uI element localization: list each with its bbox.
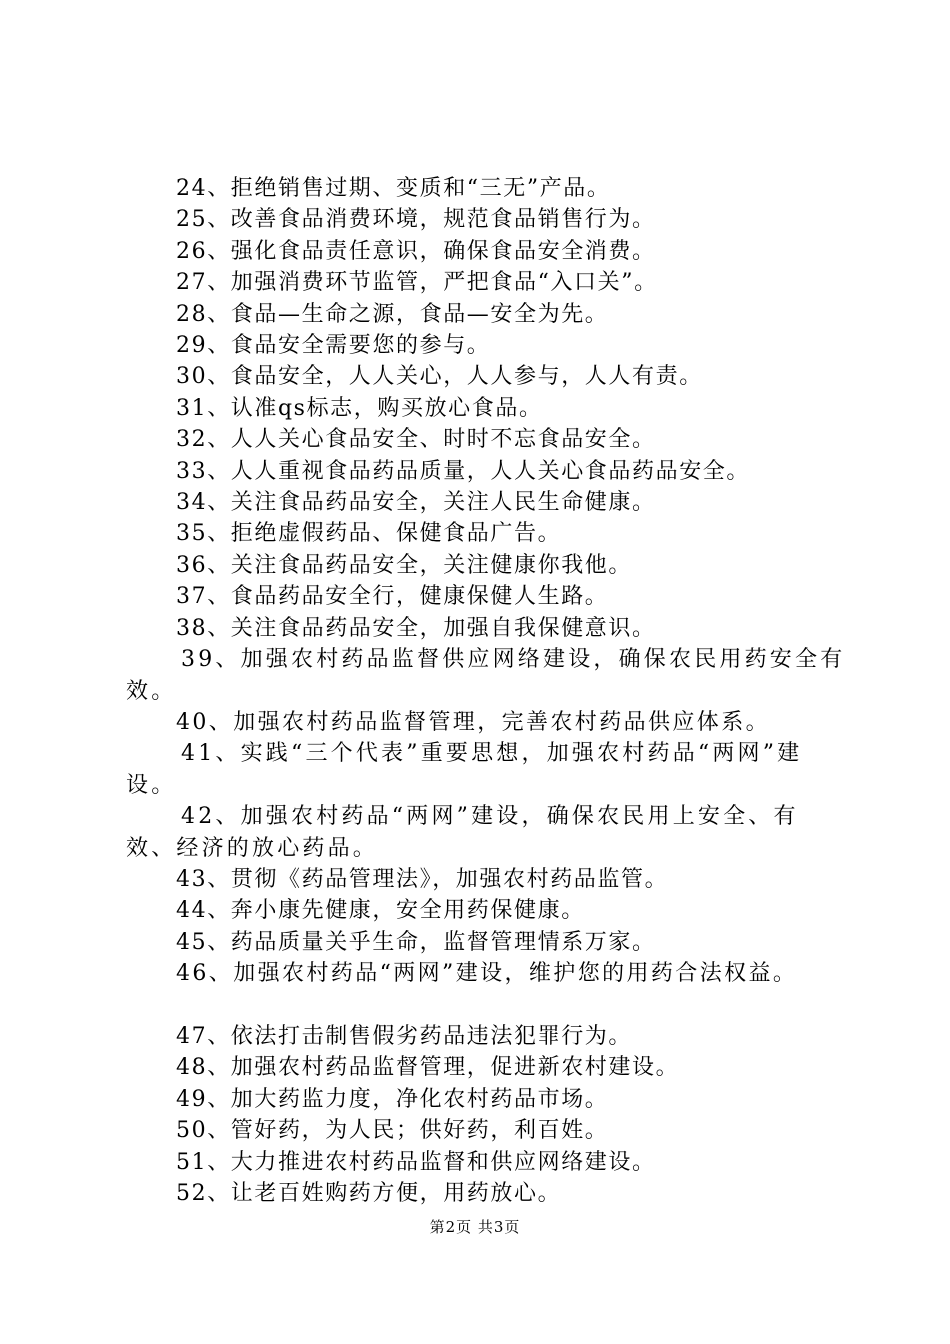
list-item: 42、加强农村药品“两网”建设，确保农民用上安全、有效、经济的放心药品。 <box>126 804 799 861</box>
list-item: 29、食品安全需要您的参与。 <box>176 333 491 359</box>
list-item: 48、加强农村药品监督管理，促进新农村建设。 <box>176 1055 680 1081</box>
slogan-list <box>126 173 846 1209</box>
list-item: 27、加强消费环节监管，严把食品“入口关”。 <box>176 270 658 296</box>
list-item: 41、实践“三个代表”重要思想，加强农村药品“两网”建设。 <box>126 741 803 798</box>
list-item: 28、食品—生命之源，食品—安全为先。 <box>176 301 609 327</box>
list-item: 43、贯彻《药品管理法》，加强农村药品监管。 <box>176 866 669 892</box>
list-item: 39、加强农村药品监督供应网络建设，确保农民用药安全有效。 <box>126 647 846 704</box>
list-item: 31、认准qs标志，购买放心食品。 <box>176 395 543 421</box>
list-item: 37、食品药品安全行，健康保健人生路。 <box>176 584 609 610</box>
list-item: 38、关注食品药品安全，加强自我保健意识。 <box>176 615 656 641</box>
paragraph-gap <box>126 990 846 1021</box>
page-number-footer: 第2页 共3页 <box>429 1218 521 1236</box>
list-item: 46、加强农村药品“两网”建设，维护您的用药合法权益。 <box>176 961 798 987</box>
list-item: 47、依法打击制售假劣药品违法犯罪行为。 <box>176 1023 632 1049</box>
list-item: 35、拒绝虚假药品、保健食品广告。 <box>176 521 562 547</box>
list-item: 49、加大药监力度，净化农村药品市场。 <box>176 1086 609 1112</box>
list-item: 33、人人重视食品药品质量，人人关心食品药品安全。 <box>176 458 750 484</box>
list-item: 26、强化食品责任意识，确保食品安全消费。 <box>176 238 656 264</box>
list-item: 44、奔小康先健康，安全用药保健康。 <box>176 898 585 924</box>
list-item: 45、药品质量关乎生命，监督管理情系万家。 <box>176 929 656 955</box>
list-item: 36、关注食品药品安全，关注健康你我他。 <box>176 552 632 578</box>
list-item: 40、加强农村药品监督管理，完善农村药品供应体系。 <box>176 709 770 735</box>
list-item: 34、关注食品药品安全，关注人民生命健康。 <box>176 490 656 516</box>
list-item: 24、拒绝销售过期、变质和“三无”产品。 <box>176 176 611 201</box>
list-item: 51、大力推进农村药品监督和供应网络建设。 <box>176 1149 656 1175</box>
list-item: 52、让老百姓购药方便，用药放心。 <box>176 1180 562 1206</box>
list-item: 30、食品安全，人人关心，人人参与，人人有责。 <box>176 364 703 390</box>
list-item: 25、改善食品消费环境，规范食品销售行为。 <box>176 207 656 233</box>
list-item: 50、管好药，为人民；供好药，利百姓。 <box>176 1118 609 1144</box>
list-item: 32、人人关心食品安全、时时不忘食品安全。 <box>176 427 656 453</box>
